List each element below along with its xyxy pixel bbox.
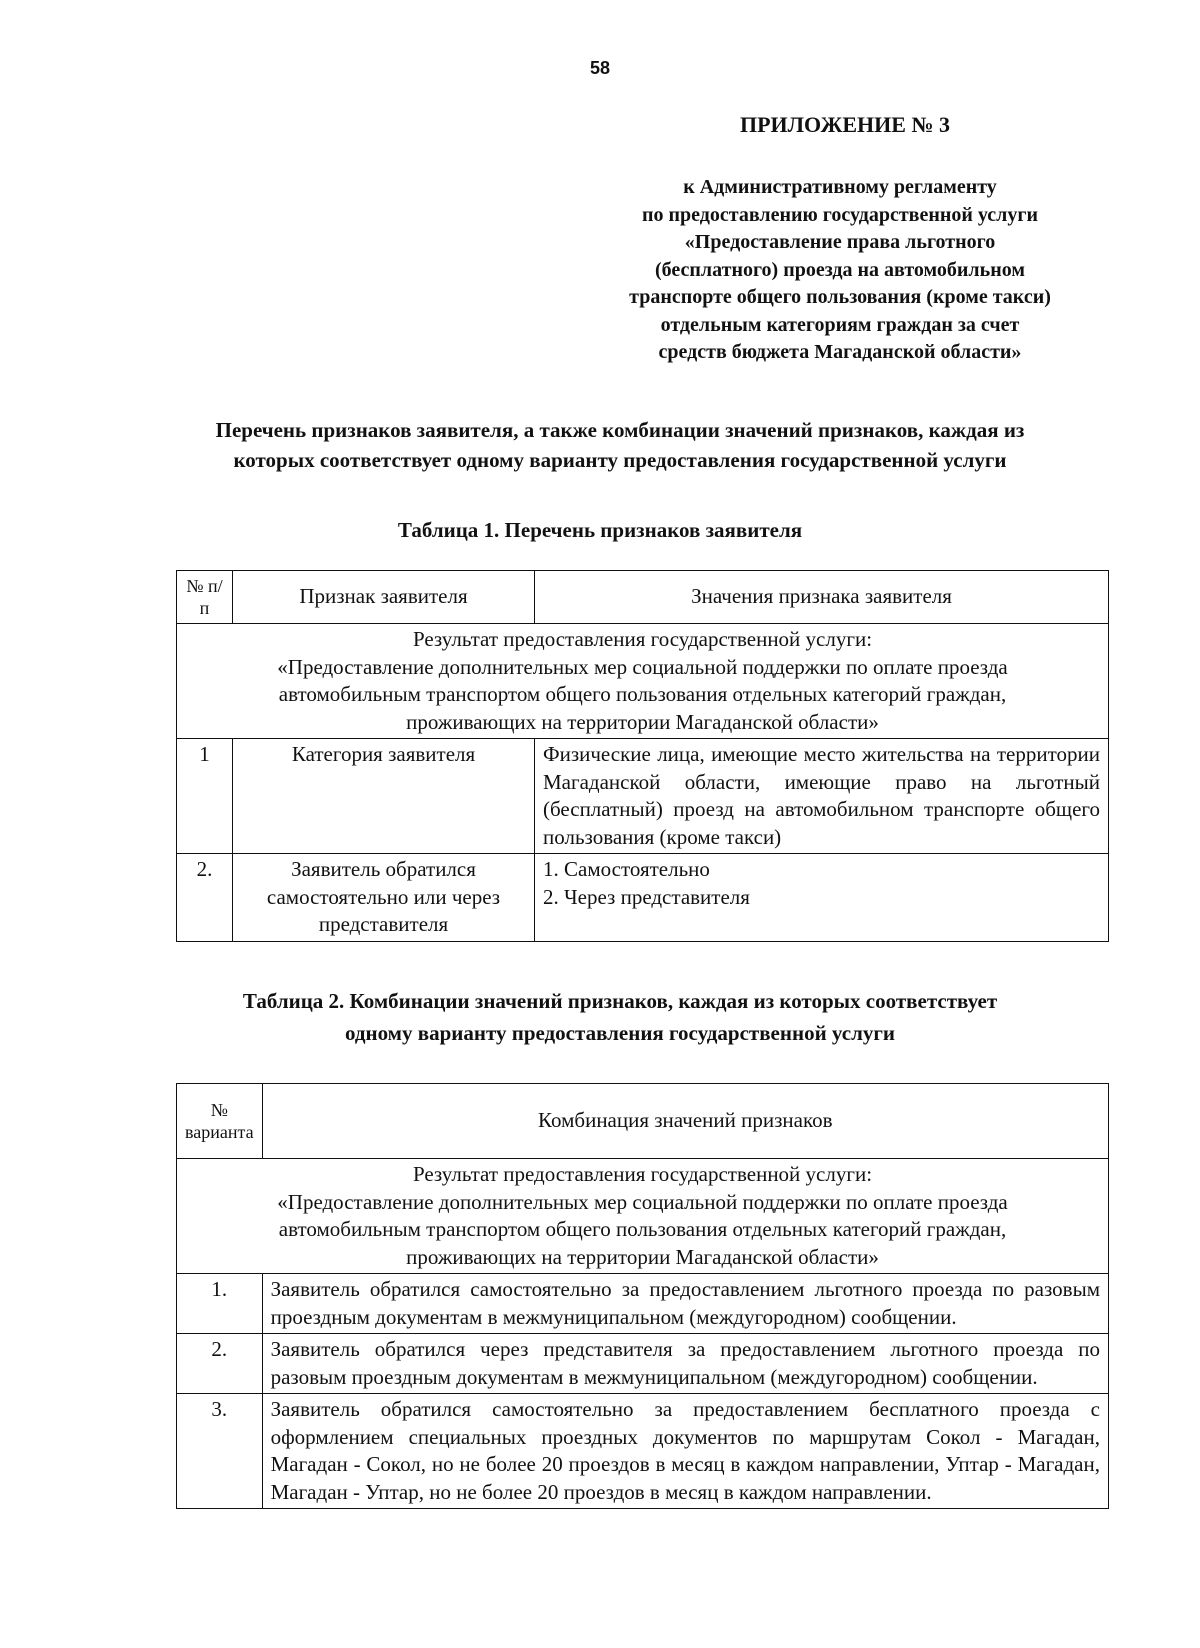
result-line: автомобильным транспортом общего пользования отдельных категорий граждан, — [278, 1217, 1007, 1241]
feature-cell: Заявитель обратился самостоятельно или через представителя — [233, 854, 535, 942]
variant-number: 2. — [177, 1334, 263, 1394]
variant-number: 1. — [177, 1274, 263, 1334]
table1-header-num: № п/п — [177, 571, 233, 624]
appendix-subtitle — [590, 174, 1090, 367]
section-heading-line: которых соответствует одному варианту предоставления государственной услуги — [233, 448, 1007, 472]
page-number: 58 — [589, 58, 611, 78]
table2-header-row — [177, 1084, 1109, 1159]
value-option: 2. Через представителя — [543, 884, 750, 909]
result-line: «Предоставление дополнительных мер социальной поддержки по оплате проезда — [277, 1189, 1008, 1214]
values-cell: Физические лица, имеющие место жительства на территории Магаданской области, имеющие право на льготный (бесплатный) проезд на автомобильном транспорте общего пользования (кроме такси) — [535, 739, 1109, 854]
result-line: проживающих на территории Магаданской области» — [406, 709, 879, 734]
appendix-subtitle-line: «Предоставление права льготного — [684, 231, 996, 253]
combination-cell: Заявитель обратился самостоятельно за предоставлением бесплатного проезда с оформлением специальных проездных документов по маршрутам Сокол - Магадан, Магадан - Сокол, но не более 20 проездов в месяц в каждом направлении, Уптар - Магадан, Магадан - Уптар, но не более 20 проездов в месяц в каждом направлении. — [262, 1394, 1108, 1509]
result-line: Результат предоставления государственной услуги: — [412, 627, 873, 651]
table2-result-cell — [177, 1159, 1109, 1274]
table1-header-feature: Признак заявителя — [233, 571, 535, 624]
appendix-subtitle-line: отдельным категориям граждан за счет — [660, 313, 1020, 336]
combination-cell: Заявитель обратился самостоятельно за предоставлением льготного проезда по разовым проездным документам в межмуниципальном (междугородном) сообщении. — [262, 1274, 1108, 1334]
value-option: 1. Самостоятельно — [543, 857, 710, 881]
table1 — [176, 570, 1109, 942]
table-row — [177, 854, 1109, 942]
table-row — [177, 1394, 1109, 1509]
section-heading — [120, 415, 1120, 475]
variant-number: 3. — [177, 1394, 263, 1509]
table1-result-row — [177, 624, 1109, 739]
table2-caption-line: Таблица 2. Комбинации значений признаков, каждая из которых соответствует — [242, 989, 998, 1013]
table2-caption — [160, 985, 1080, 1049]
appendix-subtitle-line: к Административному регламенту — [683, 176, 997, 198]
table1-caption: Таблица 1. Перечень признаков заявителя — [397, 518, 803, 542]
table2-result-row — [177, 1159, 1109, 1274]
table2-header-combination: Комбинация значений признаков — [262, 1084, 1108, 1159]
result-line: Результат предоставления государственной услуги: — [412, 1162, 873, 1186]
section-heading-line: Перечень признаков заявителя, а также комбинации значений признаков, каждая из — [215, 418, 1025, 442]
table-row — [177, 1334, 1109, 1394]
row-number: 1 — [177, 739, 233, 854]
appendix-subtitle-line: транспорте общего пользования (кроме такси) — [629, 286, 1051, 308]
appendix-subtitle-line: (бесплатного) проезда на автомобильном — [655, 258, 1025, 281]
values-cell — [535, 854, 1109, 942]
table-row — [177, 1274, 1109, 1334]
table2-header-num: № варианта — [177, 1084, 263, 1159]
table2 — [176, 1083, 1109, 1509]
result-line: «Предоставление дополнительных мер социальной поддержки по оплате проезда — [277, 654, 1008, 679]
feature-cell: Категория заявителя — [233, 739, 535, 854]
table1-header-values: Значения признака заявителя — [535, 571, 1109, 624]
result-line: проживающих на территории Магаданской области» — [406, 1244, 879, 1269]
appendix-subtitle-line: по предоставлению государственной услуги — [641, 203, 1039, 226]
appendix-title: ПРИЛОЖЕНИЕ № 3 — [740, 112, 951, 137]
result-line: автомобильным транспортом общего пользования отдельных категорий граждан, — [278, 682, 1007, 706]
appendix-subtitle-line: средств бюджета Магаданской области» — [658, 341, 1022, 363]
table1-result-cell — [177, 624, 1109, 739]
combination-cell: Заявитель обратился через представителя за предоставлением льготного проезда по разовым проездным документам в межмуниципальном (междугородном) сообщении. — [262, 1334, 1108, 1394]
row-number: 2. — [177, 854, 233, 942]
table2-caption-line: одному варианту предоставления государственной услуги — [344, 1021, 896, 1045]
table-row — [177, 739, 1109, 854]
table1-header-row — [177, 571, 1109, 624]
